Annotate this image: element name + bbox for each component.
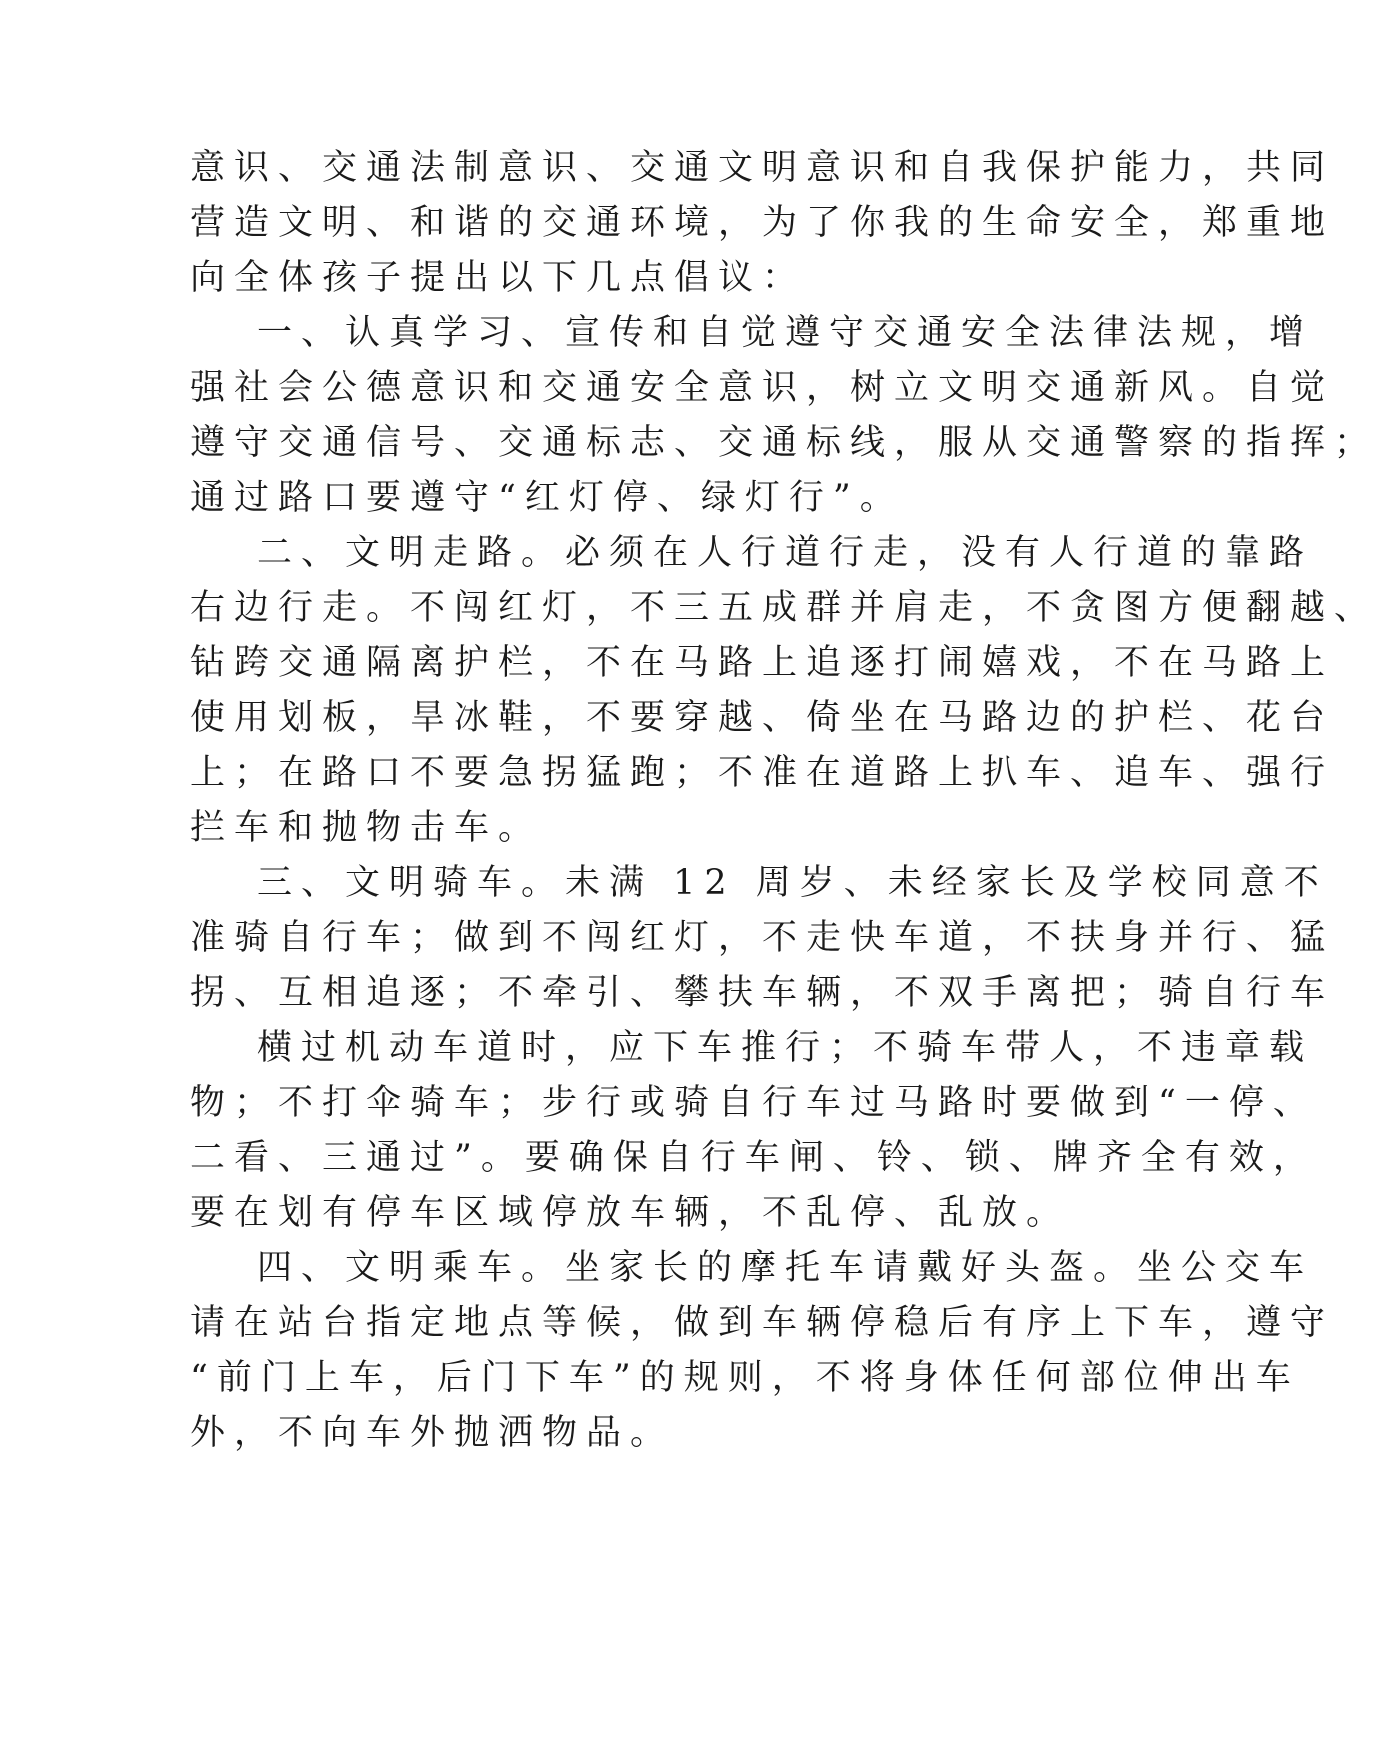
proposal-2-line-3: 钻跨交通隔离护栏，不在马路上追逐打闹嬉戏，不在马路上 bbox=[190, 643, 1335, 683]
proposal-3-line-4: 横过机动车道时，应下车推行；不骑车带人，不违章载 bbox=[257, 1028, 1314, 1068]
proposal-2-line-5: 上；在路口不要急拐猛跑；不准在道路上扒车、追车、强行 bbox=[190, 753, 1335, 793]
proposal-1-line-3: 遵守交通信号、交通标志、交通标线，服从交通警察的指挥； bbox=[190, 423, 1378, 463]
proposal-3-line-2: 准骑自行车；做到不闯红灯，不走快车道，不扶身并行、猛 bbox=[190, 918, 1335, 958]
proposal-4-line-3: “前门上车，后门下车”的规则，不将身体任何部位伸出车 bbox=[190, 1358, 1300, 1398]
text-line-3: 向全体孩子提出以下几点倡议： bbox=[190, 258, 807, 298]
proposal-1-line-2: 强社会公德意识和交通安全意识，树立文明交通新风。自觉 bbox=[190, 368, 1335, 408]
proposal-2-line-6: 拦车和抛物击车。 bbox=[190, 808, 543, 848]
proposal-1-line-4: 通过路口要遵守“红灯停、绿灯行”。 bbox=[190, 478, 904, 518]
proposal-1-line-1: 一、认真学习、宣传和自觉遵守交通安全法律法规，增 bbox=[257, 313, 1314, 353]
proposal-2-line-1: 二、文明走路。必须在人行道行走，没有人行道的靠路 bbox=[257, 533, 1314, 573]
text-line-2: 营造文明、和谐的交通环境，为了你我的生命安全，郑重地 bbox=[190, 203, 1335, 243]
proposal-2-line-4: 使用划板，旱冰鞋，不要穿越、倚坐在马路边的护栏、花台 bbox=[190, 698, 1335, 738]
proposal-4-line-4: 外，不向车外抛洒物品。 bbox=[190, 1413, 675, 1453]
proposal-3-line-5: 物；不打伞骑车；步行或骑自行车过马路时要做到“一停、 bbox=[190, 1083, 1317, 1123]
proposal-4-line-2: 请在站台指定地点等候，做到车辆停稳后有序上下车，遵守 bbox=[190, 1303, 1335, 1343]
proposal-3-line-1: 三、文明骑车。未满 12 周岁、未经家长及学校同意不 bbox=[257, 863, 1328, 903]
proposal-3-line-3: 拐、互相追逐；不牵引、攀扶车辆，不双手离把；骑自行车 bbox=[190, 973, 1335, 1013]
proposal-4-line-1: 四、文明乘车。坐家长的摩托车请戴好头盔。坐公交车 bbox=[257, 1248, 1314, 1288]
proposal-2-line-2: 右边行走。不闯红灯，不三五成群并肩走，不贪图方便翻越、 bbox=[190, 588, 1378, 628]
proposal-3-line-6: 二看、三通过”。要确保自行车闸、铃、锁、牌齐全有效， bbox=[190, 1138, 1317, 1178]
text-line-1: 意识、交通法制意识、交通文明意识和自我保护能力，共同 bbox=[190, 148, 1335, 188]
proposal-3-line-7: 要在划有停车区域停放车辆，不乱停、乱放。 bbox=[190, 1193, 1071, 1233]
